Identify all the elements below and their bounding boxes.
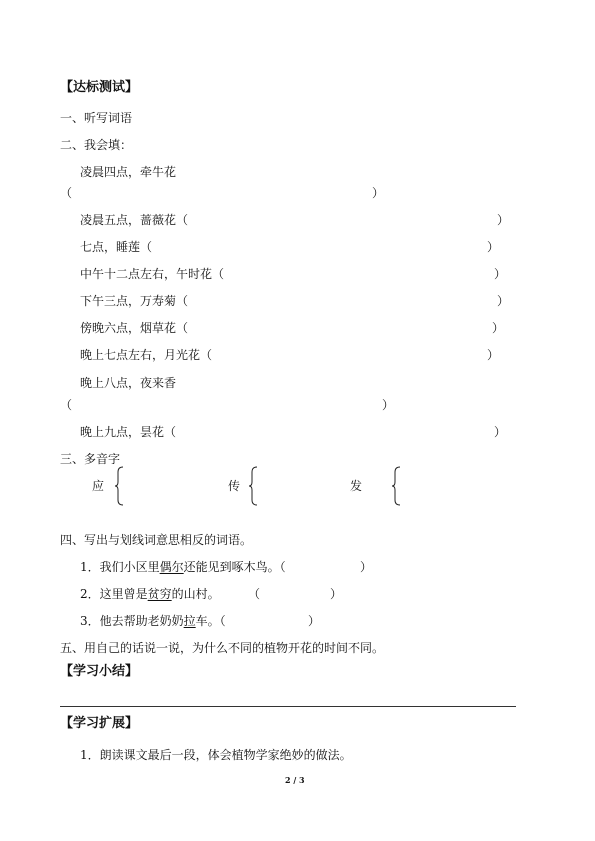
q4-item-1-close-paren: ） xyxy=(360,560,373,574)
polyphone-char-1: 应 xyxy=(92,479,105,493)
q4-item-3-underlined-word: 拉 xyxy=(183,614,196,628)
q2-item-7-label: 晚上七点左右，月光花（ xyxy=(80,348,213,362)
left-brace-icon xyxy=(391,466,401,506)
q4-item-1-pre: 1．我们小区里 xyxy=(80,560,160,574)
question-1: 一、听写词语 xyxy=(60,111,133,125)
q2-item-1-open-paren: （ xyxy=(60,186,73,200)
page-number: 2 / 3 xyxy=(285,775,305,785)
q2-item-1-label: 凌晨四点，牵牛花 xyxy=(80,165,177,179)
q2-item-2-label: 凌晨五点，蔷薇花（ xyxy=(80,213,189,227)
q2-item-4-close-paren: ） xyxy=(494,267,507,281)
q2-item-9-close-paren: ） xyxy=(494,425,507,439)
q2-item-8-close-paren: ） xyxy=(382,398,395,412)
section-divider xyxy=(60,706,516,707)
question-2-title: 二、我会填： xyxy=(60,138,133,152)
question-5: 五、用自己的话说一说，为什么不同的植物开花的时间不同。 xyxy=(60,641,385,655)
question-3-title: 三、多音字 xyxy=(60,452,121,466)
q2-item-3-label: 七点，睡莲（ xyxy=(80,240,153,254)
q2-item-7-close-paren: ） xyxy=(487,348,500,362)
q2-item-8-label: 晚上八点，夜来香 xyxy=(80,376,177,390)
q2-item-4-label: 中午十二点左右，午时花（ xyxy=(80,267,225,281)
q4-item-1-underlined-word: 偶尔 xyxy=(159,560,184,574)
q4-item-3 xyxy=(80,614,226,628)
q2-item-3-close-paren: ） xyxy=(487,240,500,254)
q2-item-6-label: 傍晚六点，烟草花（ xyxy=(80,321,189,335)
section-title-extension: 【学习扩展】 xyxy=(60,716,139,731)
q2-item-8-open-paren: （ xyxy=(60,398,73,412)
q2-item-5-label: 下午三点，万寿菊（ xyxy=(80,294,189,308)
q4-item-3-post: 车。（ xyxy=(195,614,226,628)
q4-item-2-pre: 2．这里曾是 xyxy=(80,587,148,601)
q4-item-3-pre: 3．他去帮助老奶奶 xyxy=(80,614,184,628)
left-brace-icon xyxy=(114,466,124,506)
q2-item-6-close-paren: ） xyxy=(492,321,505,335)
q4-item-1 xyxy=(80,560,286,574)
q2-item-9-label: 晚上九点，昙花（ xyxy=(80,425,177,439)
q4-item-2-open-paren: （ xyxy=(248,587,261,601)
section-title-summary: 【学习小结】 xyxy=(60,664,139,679)
q4-item-1-post: 还能见到啄木鸟。（ xyxy=(183,560,286,574)
q2-item-5-close-paren: ） xyxy=(497,294,510,308)
q4-item-2-underlined-word: 贫穷 xyxy=(147,587,172,601)
q4-item-2-close-paren: ） xyxy=(330,587,343,601)
polyphone-char-2: 传 xyxy=(228,479,241,493)
section-title-test: 【达标测试】 xyxy=(60,80,139,95)
extension-item-1: 1．朗读课文最后一段，体会植物学家绝妙的做法。 xyxy=(80,748,352,762)
q2-item-1-close-paren: ） xyxy=(372,186,385,200)
q4-item-2 xyxy=(80,587,220,601)
polyphone-char-3: 发 xyxy=(350,479,363,493)
q2-item-2-close-paren: ） xyxy=(497,213,510,227)
q4-item-3-close-paren: ） xyxy=(308,614,321,628)
left-brace-icon xyxy=(248,466,258,506)
question-4-title: 四、写出与划线词意思相反的词语。 xyxy=(60,533,253,547)
q4-item-2-post: 的山村。 xyxy=(171,587,220,601)
